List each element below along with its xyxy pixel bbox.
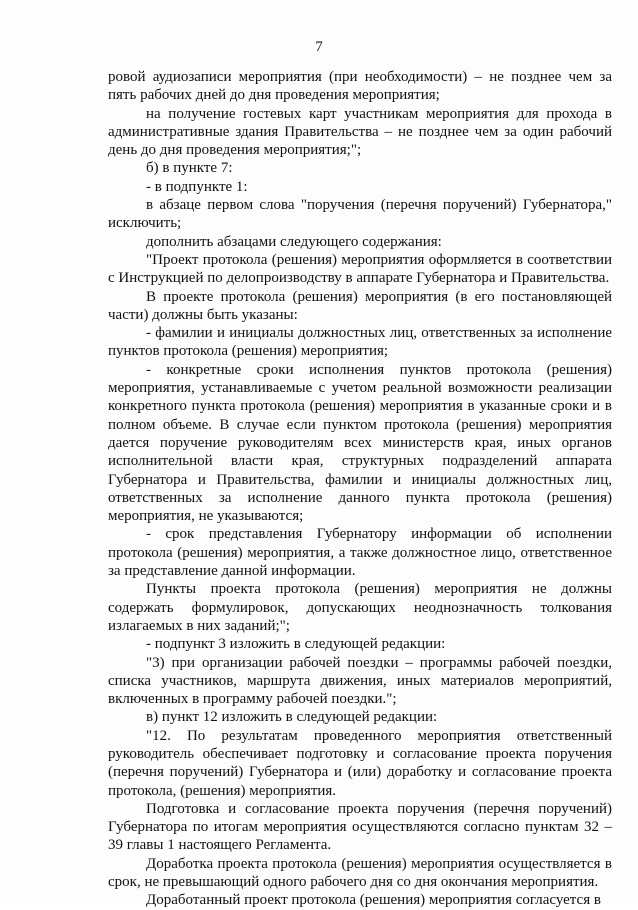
paragraph: - конкретные сроки исполнения пунктов протокола (решения) мероприятия, устанавливаемые с учетом реальной возможности реализации конкретного пункта протокола (решения) мероприятия в указанные сроки и в полном объеме. В случае если пунктом протокола (решения) мероприятия дается поручение руководителям всех министерств края, иных органов исполнительной власти края, структурных подразделений аппарата Губернатора и Правительства, фамилии и инициалы должностных лиц, ответственных за исполнение данного пункта протокола (решения) мероприятия, не указываются; xyxy=(108,361,612,525)
paragraph: - срок представления Губернатору информации об исполнении протокола (решения) мероприятия, а также должностное лицо, ответственное за представление данной информации. xyxy=(108,526,612,580)
paragraph: Доработанный проект протокола (решения) мероприятия согласуется в xyxy=(146,892,601,909)
paragraph: Пункты проекта протокола (решения) мероприятия не должны содержать формулировок, допускающих неоднозначность толкования излагаемых в них заданий;"; xyxy=(108,581,612,634)
paragraph: В проекте протокола (решения) мероприятия (в его постановляющей части) должны быть указаны: xyxy=(108,288,612,323)
paragraph: "Проект протокола (решения) мероприятия оформляется в соответствии с Инструкцией по делопроизводству в аппарате Губернатора и Правительства. xyxy=(108,251,612,287)
paragraph: б) в пункте 7: xyxy=(146,160,233,177)
paragraph: - подпункт 3 изложить в следующей редакции: xyxy=(146,636,446,653)
paragraph: в абзаце первом слова "поручения (перечня поручений) Губернатора," исключить; xyxy=(108,197,612,232)
paragraph: "3) при организации рабочей поездки – программы рабочей поездки, списка участников, маршрута движения, иных материалов мероприятий, включенных в программу рабочей поездки."; xyxy=(108,654,612,708)
paragraph: дополнить абзацами следующего содержания: xyxy=(146,233,442,250)
paragraph: в) пункт 12 изложить в следующей редакции: xyxy=(146,709,438,726)
page-number: 7 xyxy=(315,39,323,55)
paragraph: на получение гостевых карт участникам мероприятия для прохода в административные здания Правительства – не позднее чем за один рабочий день до дня проведения мероприятия;"; xyxy=(108,105,612,159)
paragraph: "12. По результатам проведенного мероприятия ответственный руководитель обеспечивает подготовку и согласование проекта поручения (перечня поручений) Губернатора и (или) доработку и согласование проекта протокола, (решения) мероприятия. xyxy=(108,727,612,799)
paragraph: Доработка проекта протокола (решения) мероприятия осуществляется в срок, не превышающий одного рабочего дня со дня окончания мероприятия. xyxy=(108,855,612,891)
paragraph: ровой аудиозаписи мероприятия (при необходимости) – не позднее чем за пять рабочих дней до дня проведения мероприятия; xyxy=(108,69,612,104)
paragraph: - в подпункте 1: xyxy=(146,178,248,195)
paragraph: Подготовка и согласование проекта поручения (перечня поручений) Губернатора по итогам мероприятия осуществляются согласно пунктам 32 – 39 главы 1 настоящего Регламента. xyxy=(108,800,612,854)
paragraph: - фамилии и инициалы должностных лиц, ответственных за исполнение пунктов протокола (решения) мероприятия; xyxy=(108,325,612,360)
document-body xyxy=(108,68,612,910)
